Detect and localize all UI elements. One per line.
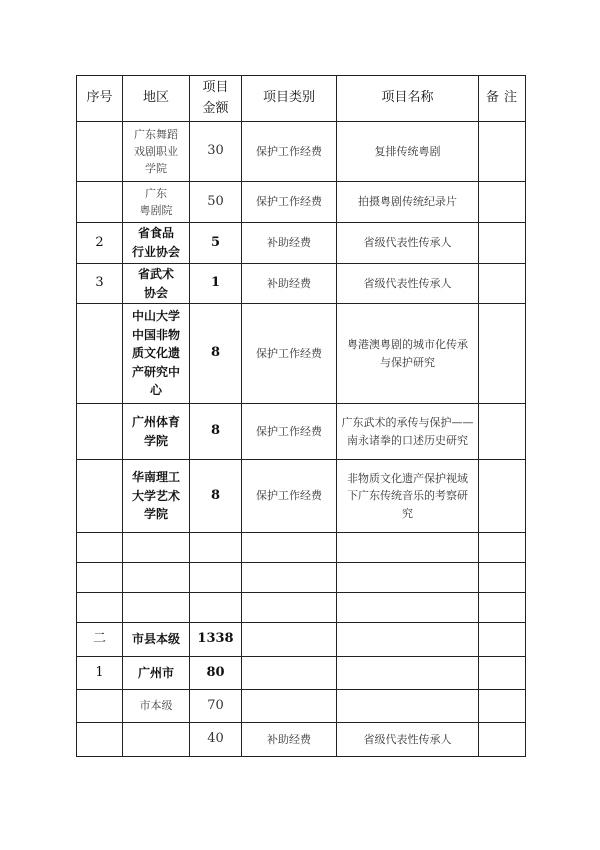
table-row: [77, 723, 526, 757]
cell-amount: 1: [190, 264, 242, 304]
table-row: [77, 690, 526, 723]
cell-category: [242, 623, 337, 657]
cell-region: [123, 533, 190, 563]
cell-no: [77, 690, 123, 723]
cell-no: 1: [77, 657, 123, 690]
cell-category: [242, 690, 337, 723]
cell-name: 复排传统粤剧: [337, 122, 479, 182]
table-row: [77, 593, 526, 623]
cell-no: [77, 723, 123, 757]
cell-amount: [190, 533, 242, 563]
header-name: 项目名称: [337, 76, 479, 122]
cell-note: [479, 122, 526, 182]
cell-note: [479, 657, 526, 690]
cell-region: 市本级: [123, 690, 190, 723]
header-category: 项目类别: [242, 76, 337, 122]
cell-amount: 30: [190, 122, 242, 182]
table-row: [77, 563, 526, 593]
cell-category: [242, 593, 337, 623]
cell-no: [77, 533, 123, 563]
cell-amount: 8: [190, 460, 242, 533]
cell-name: [337, 657, 479, 690]
cell-region: [123, 723, 190, 757]
cell-note: [479, 593, 526, 623]
cell-name: 粤港澳粤剧的城市化传承 与保护研究: [337, 304, 479, 404]
cell-category: 补助经费: [242, 723, 337, 757]
cell-note: [479, 182, 526, 223]
cell-category: [242, 657, 337, 690]
table-row: [77, 304, 526, 404]
table-row: [77, 623, 526, 657]
cell-no: [77, 404, 123, 460]
cell-amount: [190, 593, 242, 623]
table-row: [77, 460, 526, 533]
cell-note: [479, 404, 526, 460]
cell-region: 广州体育 学院: [123, 404, 190, 460]
cell-region: 省武术 协会: [123, 264, 190, 304]
cell-name: [337, 563, 479, 593]
cell-region: 中山大学 中国非物 质文化遗 产研究中 心: [123, 304, 190, 404]
cell-no: [77, 122, 123, 182]
cell-amount: 8: [190, 404, 242, 460]
cell-amount: 40: [190, 723, 242, 757]
cell-name: 非物质文化遗产保护视域 下广东传统音乐的考察研 究: [337, 460, 479, 533]
cell-name: [337, 623, 479, 657]
header-no: 序号: [77, 76, 123, 122]
cell-amount: 50: [190, 182, 242, 223]
table-row: [77, 657, 526, 690]
table-row: [77, 182, 526, 223]
cell-note: [479, 223, 526, 264]
cell-region: 广州市: [123, 657, 190, 690]
table-row: [77, 122, 526, 182]
cell-note: [479, 563, 526, 593]
funding-table: [76, 75, 526, 757]
header-row: [77, 76, 526, 122]
cell-note: [479, 623, 526, 657]
cell-no: 2: [77, 223, 123, 264]
cell-name: [337, 593, 479, 623]
cell-name: 拍摄粤剧传统纪录片: [337, 182, 479, 223]
cell-no: 二: [77, 623, 123, 657]
table-row: [77, 533, 526, 563]
cell-amount: 80: [190, 657, 242, 690]
cell-category: 保护工作经费: [242, 460, 337, 533]
cell-name: 广东武术的承传与保护—— 南永诸拳的口述历史研究: [337, 404, 479, 460]
cell-region: 省食品 行业协会: [123, 223, 190, 264]
cell-no: 3: [77, 264, 123, 304]
cell-amount: 1338: [190, 623, 242, 657]
cell-region: [123, 563, 190, 593]
cell-no: [77, 593, 123, 623]
cell-name: [337, 690, 479, 723]
header-region: 地区: [123, 76, 190, 122]
cell-no: [77, 460, 123, 533]
cell-category: 保护工作经费: [242, 304, 337, 404]
cell-amount: 70: [190, 690, 242, 723]
cell-category: [242, 563, 337, 593]
cell-note: [479, 690, 526, 723]
cell-name: 省级代表性传承人: [337, 723, 479, 757]
cell-note: [479, 264, 526, 304]
cell-note: [479, 533, 526, 563]
cell-region: 市县本级: [123, 623, 190, 657]
cell-region: 华南理工 大学艺术 学院: [123, 460, 190, 533]
cell-no: [77, 182, 123, 223]
cell-amount: [190, 563, 242, 593]
table-row: [77, 264, 526, 304]
cell-category: 保护工作经费: [242, 404, 337, 460]
header-note: 备注: [479, 76, 526, 122]
cell-no: [77, 563, 123, 593]
cell-category: 补助经费: [242, 264, 337, 304]
cell-region: 广东舞蹈 戏剧职业 学院: [123, 122, 190, 182]
cell-name: [337, 533, 479, 563]
cell-amount: 5: [190, 223, 242, 264]
cell-note: [479, 304, 526, 404]
table-row: [77, 223, 526, 264]
cell-region: 广东 粤剧院: [123, 182, 190, 223]
cell-category: 保护工作经费: [242, 182, 337, 223]
cell-note: [479, 723, 526, 757]
cell-category: 保护工作经费: [242, 122, 337, 182]
table-row: [77, 404, 526, 460]
cell-region: [123, 593, 190, 623]
header-amount: 项目 金额: [190, 76, 242, 122]
cell-name: 省级代表性传承人: [337, 264, 479, 304]
cell-note: [479, 460, 526, 533]
cell-category: [242, 533, 337, 563]
cell-amount: 8: [190, 304, 242, 404]
cell-category: 补助经费: [242, 223, 337, 264]
cell-no: [77, 304, 123, 404]
cell-name: 省级代表性传承人: [337, 223, 479, 264]
